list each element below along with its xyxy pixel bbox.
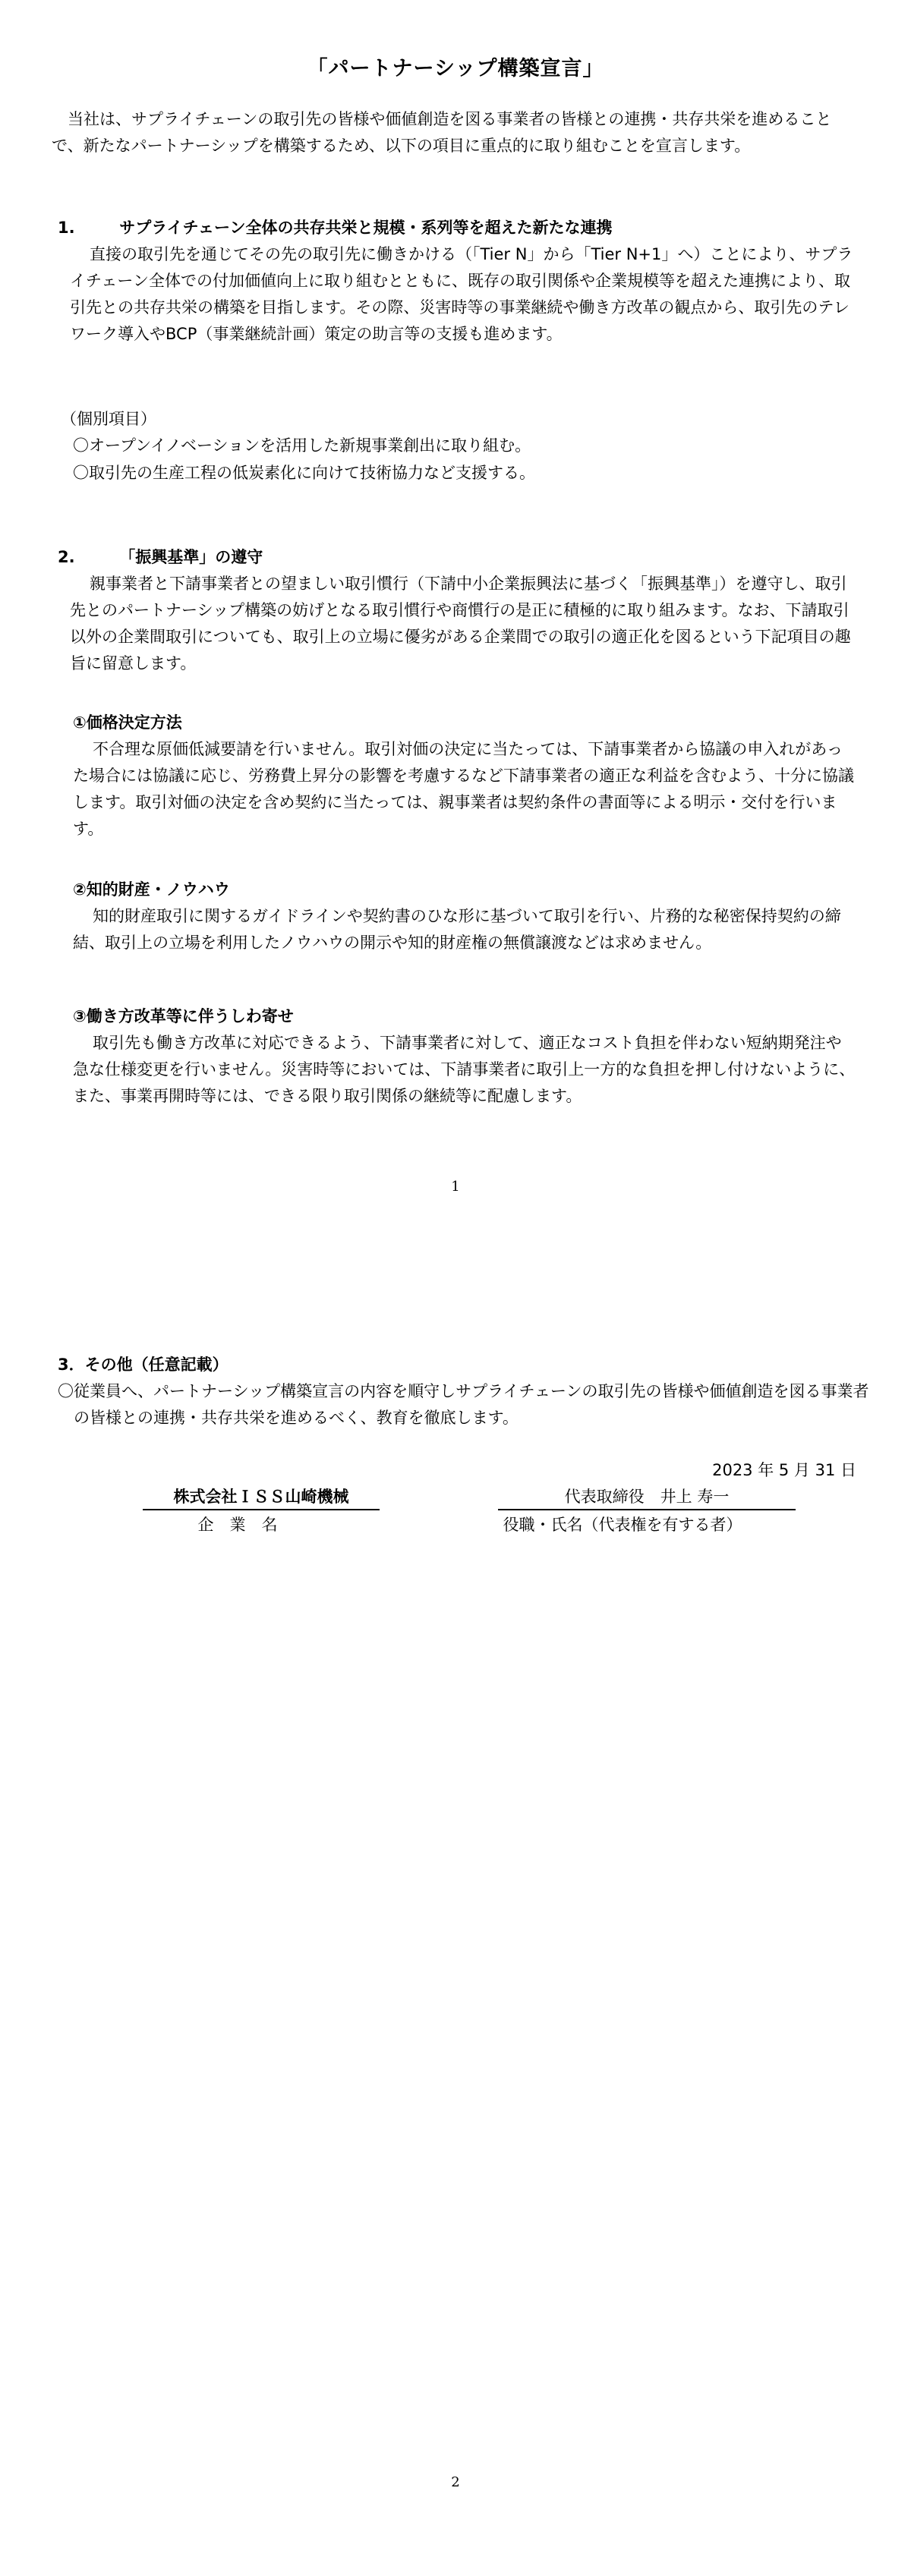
section-2-heading xyxy=(58,544,862,571)
subsection-price-body: 不合理な原価低減要請を行いません。取引対価の決定に当たっては、下請事業者から協議の申入れがあった場合には協議に応じ、労務費上昇分の影響を考慮するなど下請事業者の適正な利益を含むよう、十分に協議します。取引対価の決定を含め契約に当たっては、親事業者は契約条件の書面等による明示・交付を行います。 xyxy=(73,740,854,838)
page-2 xyxy=(0,1290,911,2576)
subsection-ip-body: 知的財産取引に関するガイドラインや契約書のひな形に基づいて取引を行い、片務的な秘密保持契約の締結、取引上の立場を利用したノウハウの開示や知的財産権の無償譲渡などは求めません。 xyxy=(73,907,841,952)
section-2-title: 「振興基準」の遵守 xyxy=(119,548,263,566)
section-1-number: 1. xyxy=(58,219,75,237)
intro-paragraph: 当社は、サプライチェーンの取引先の皆様や価値創造を図る事業者の皆様との連携・共存共栄を進めることで、新たなパートナーシップを構築するため、以下の項目に重点的に取り組むことを宣言します。 xyxy=(52,110,832,155)
section-2-number: 2. xyxy=(58,548,75,566)
page-title: 「パートナーシップ構築宣言」 xyxy=(307,57,604,80)
company-name: 株式会社ＩＳＳ山崎機械 xyxy=(173,1488,349,1506)
section-2-body: 親事業者と下請事業者との望ましい取引慣行（下請中小企業振興法に基づく「振興基準」）を遵守し、取引先とのパートナーシップ構築の妨げとなる取引慣行や商慣行の是正に積極的に取り組みます。なお、下請取引以外の企業間取引についても、取引上の立場に優劣がある企業間での取引の適正化を図るという下記項目の趣旨に留意します。 xyxy=(70,575,851,672)
page-number: 1 xyxy=(451,1179,460,1195)
section-1-heading xyxy=(58,215,862,241)
representative-name: 代表取締役 井上 寿一 xyxy=(564,1488,730,1506)
company-label: 企 業 名 xyxy=(197,1516,278,1534)
individual-item: 〇オープンイノベーションを活用した新規事業創出に取り組む。 xyxy=(73,436,531,455)
subsection-price-heading: ①価格決定方法 xyxy=(73,713,182,732)
section-1-title: サプライチェーン全体の共存共栄と規模・系列等を超えた新たな連携 xyxy=(119,219,613,237)
section-3-body: 〇従業員へ、パートナーシップ構築宣言の内容を順守しサプライチェーンの取引先の皆様や価値創造を図る事業者の皆様との連携・共存共栄を進めるべく、教育を徹底します。 xyxy=(58,1382,869,1427)
subsection-ip-heading: ②知的財産・ノウハウ xyxy=(73,880,230,899)
subsection-workstyle-heading: ③働き方改革等に伴うしわ寄せ xyxy=(73,1007,294,1025)
section-1-body: 直接の取引先を通じてその先の取引先に働きかける（「Tier N」から「Tier N+1」へ）ことにより、サプライチェーン全体での付加価値向上に取り組むとともに、既存の取引関係や企業規模等を超えた連携により、取引先との共存共栄の構築を目指します。その際、災害時等の事業継続や働き方改革の観点から、取引先のテレワーク導入やBCP（事業継続計画）策定の助言等の支援も進めます。 xyxy=(70,245,853,343)
individual-item: 〇取引先の生産工程の低炭素化に向けて技術協力など支援する。 xyxy=(73,464,535,482)
section-3-heading: 3．その他（任意記載） xyxy=(58,1356,229,1374)
declaration-date: 2023 年 5 月 31 日 xyxy=(712,1461,856,1479)
page-number: 2 xyxy=(451,2474,460,2490)
company-name-underline xyxy=(143,1509,380,1510)
subsection-workstyle-body: 取引先も働き方改革に対応できるよう、下請事業者に対して、適正なコスト負担を伴わない短納期発注や急な仕様変更を行いません。災害時等においては、下請事業者に取引上一方的な負担を押し付けないように、また、事業再開時等には、できる限り取引関係の継続等に配慮します。 xyxy=(73,1034,856,1105)
representative-underline xyxy=(498,1509,796,1510)
representative-label: 役職・氏名（代表権を有する者） xyxy=(503,1516,742,1534)
individual-items-label: （個別項目） xyxy=(61,410,156,428)
